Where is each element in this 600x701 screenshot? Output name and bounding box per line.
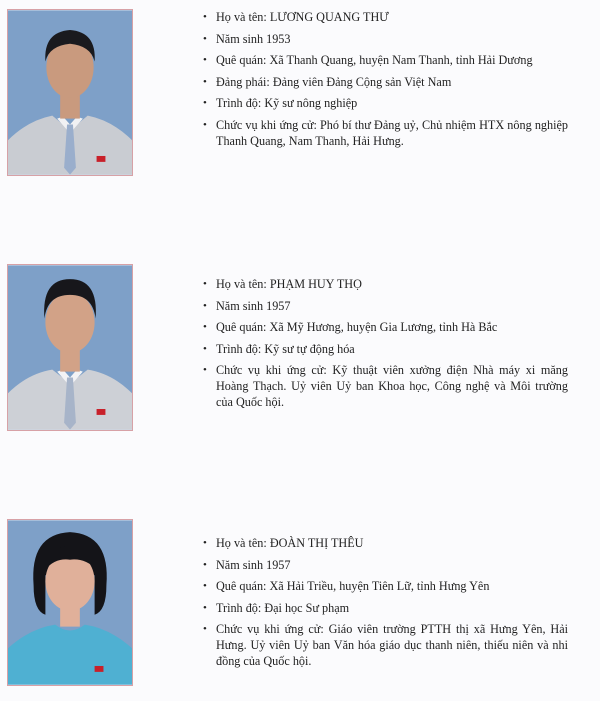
- portrait-image-3: [8, 520, 132, 685]
- bullet-icon: •: [203, 342, 207, 355]
- field-birth-year: • Năm sinh 1953: [203, 31, 291, 46]
- candidate-photo-3: [7, 519, 133, 686]
- field-education: • Trình độ: Đại học Sư phạm: [203, 600, 350, 615]
- field-hometown: • Quê quán: Xã Hải Triều, huyện Tiên Lữ, tỉnh Hưng Yên: [203, 579, 490, 593]
- portrait-image-1: [8, 10, 132, 175]
- field-position: • Chức vụ khi ứng cử: Giáo viên trường PTTH thị xã Hưng Yên, Hải Hưng. Uỷ viên Uỷ ban Văn hóa giáo dục thanh niên, thiếu niên và nhi đồng của Quốc hội.: [203, 622, 568, 668]
- candidate-info-1: [203, 9, 568, 154]
- field-education: • Trình độ: Kỹ sư tự động hóa: [203, 341, 355, 356]
- bullet-icon: •: [203, 364, 207, 376]
- bullet-icon: •: [203, 623, 207, 635]
- candidate-info-3: [203, 535, 568, 675]
- bullet-icon: •: [203, 32, 207, 45]
- bullet-icon: •: [203, 11, 207, 23]
- field-position: • Chức vụ khi ứng cử: Kỹ thuật viên xưởng điện Nhà máy xi măng Hoàng Thạch. Uỷ viên Uỷ ban Khoa học, Công nghệ và Môi trường của Quốc hội.: [203, 363, 568, 409]
- candidate-info-2: [203, 276, 568, 416]
- bullet-icon: •: [203, 278, 207, 290]
- field-hometown: • Quê quán: Xã Mỹ Hương, huyện Gia Lương, tỉnh Hà Bắc: [203, 320, 498, 334]
- candidate-photo-1: [7, 9, 133, 176]
- bullet-icon: •: [203, 75, 207, 88]
- portrait-image-2: [8, 265, 132, 430]
- bullet-icon: •: [203, 97, 207, 109]
- bullet-icon: •: [203, 601, 207, 614]
- field-party: • Đảng phái: Đảng viên Đảng Cộng sản Việt Nam: [203, 74, 452, 89]
- field-birth-year: • Năm sinh 1957: [203, 557, 291, 572]
- candidate-photo-2: [7, 264, 133, 431]
- bullet-icon: •: [203, 537, 207, 549]
- bullet-icon: •: [203, 54, 207, 66]
- bullet-icon: •: [203, 558, 207, 571]
- bullet-icon: •: [203, 118, 207, 131]
- bullet-icon: •: [203, 321, 207, 333]
- field-education: • Trình độ: Kỹ sư nông nghiệp: [203, 96, 358, 110]
- field-name: • Họ và tên: ĐOÀN THỊ THÊU: [203, 536, 364, 550]
- field-position: • Chức vụ khi ứng cử: Phó bí thư Đảng uỷ, Chủ nhiệm HTX nông nghiệp Thanh Quang, Nam Thanh, Hải Hưng.: [203, 117, 568, 148]
- bullet-icon: •: [203, 580, 207, 592]
- field-birth-year: • Năm sinh 1957: [203, 298, 291, 313]
- field-name: • Họ và tên: PHẠM HUY THỌ: [203, 277, 362, 291]
- bullet-icon: •: [203, 299, 207, 312]
- field-name: • Họ và tên: LƯƠNG QUANG THƯ: [203, 10, 389, 24]
- field-hometown: • Quê quán: Xã Thanh Quang, huyện Nam Thanh, tỉnh Hải Dương: [203, 53, 533, 67]
